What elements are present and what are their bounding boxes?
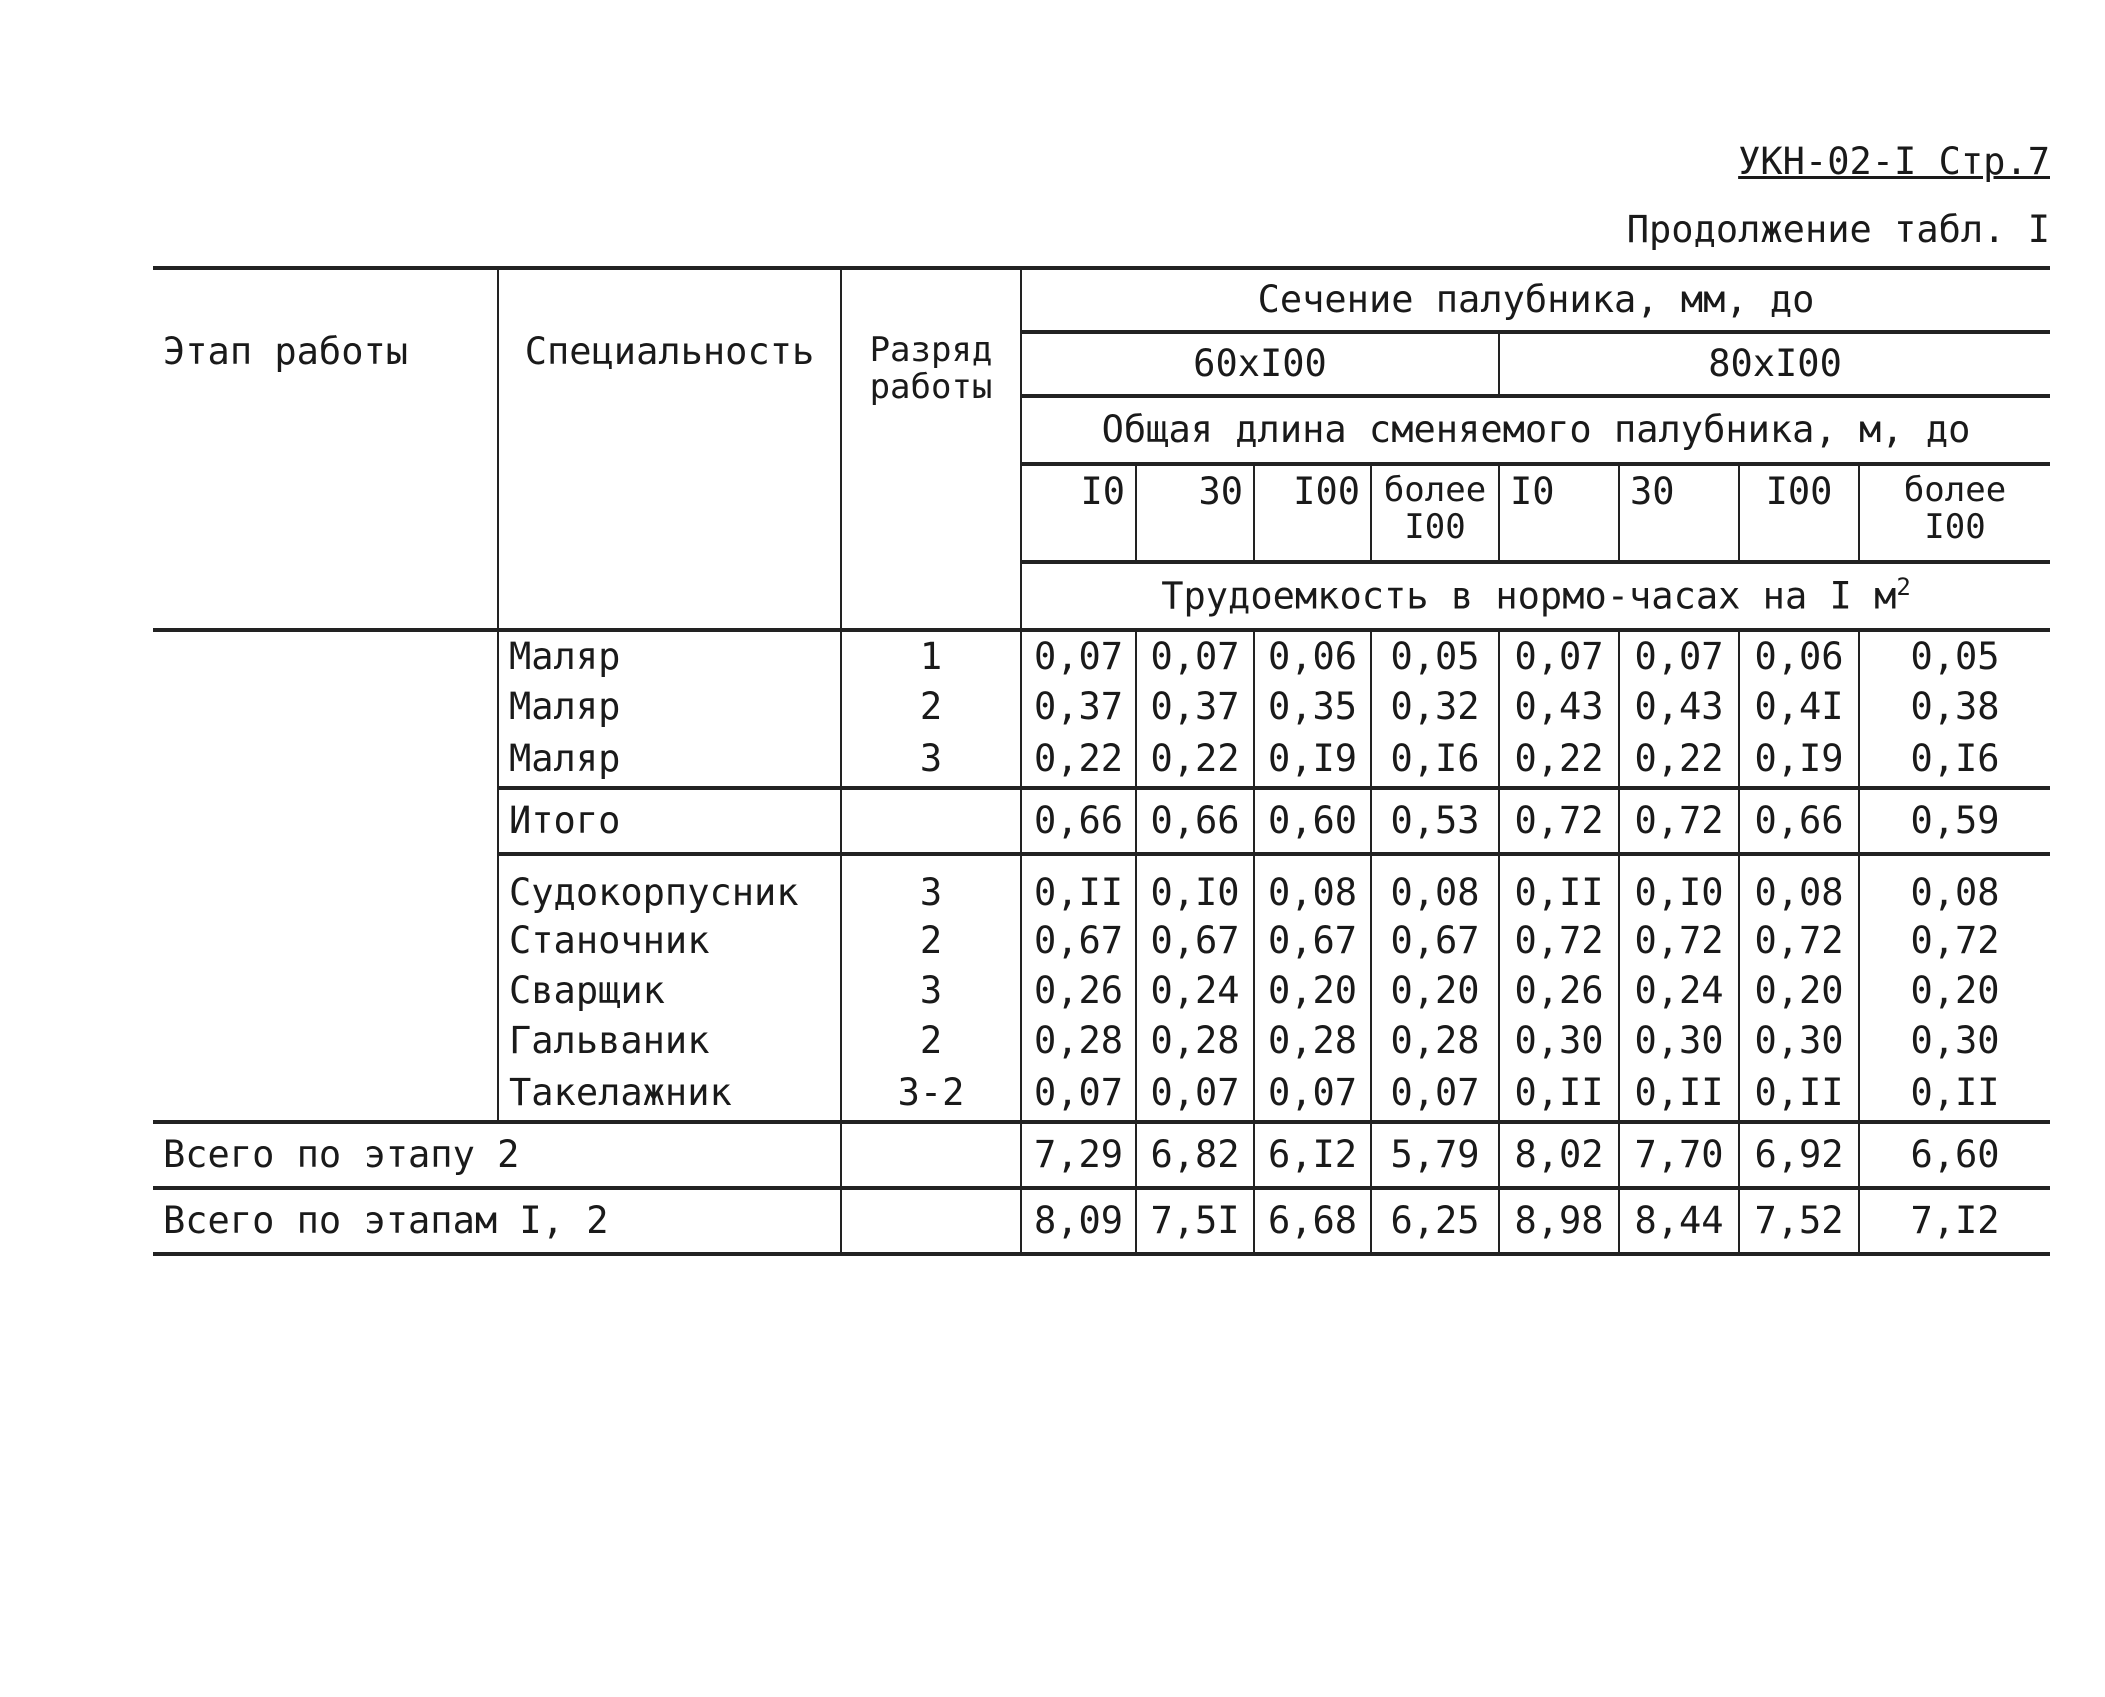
value-cell: 0,08	[1254, 854, 1371, 916]
grade-cell: 3	[841, 732, 1021, 788]
grade-cell: 2	[841, 916, 1021, 966]
value-cell: 0,07	[1371, 1066, 1499, 1122]
value-cell: 0,07	[1499, 630, 1619, 682]
value-cell: 0,II	[1021, 854, 1136, 916]
grade-cell: 2	[841, 1016, 1021, 1066]
specialty-cell: Сварщик	[498, 966, 841, 1016]
table-caption: Продолжение табл. I	[1626, 208, 2050, 251]
length-col-3: I00	[1254, 464, 1371, 562]
value-cell: 8,02	[1499, 1122, 1619, 1188]
grade-cell: 3	[841, 854, 1021, 916]
value-cell: 0,37	[1021, 682, 1136, 732]
header-specialty: Специальность	[498, 268, 841, 630]
value-cell: 0,28	[1021, 1016, 1136, 1066]
value-cell: 0,22	[1499, 732, 1619, 788]
total-label: Всего по этапу 2	[153, 1122, 841, 1188]
value-cell: 0,30	[1619, 1016, 1739, 1066]
value-cell: 6,25	[1371, 1188, 1499, 1254]
stage-cell-empty	[153, 630, 498, 854]
value-cell: 0,08	[1859, 854, 2050, 916]
value-cell: 0,II	[1619, 1066, 1739, 1122]
value-cell: 7,52	[1739, 1188, 1859, 1254]
header-size-80x100: 80xI00	[1499, 332, 2050, 396]
grade-cell: 1	[841, 630, 1021, 682]
specialty-cell: Гальваник	[498, 1016, 841, 1066]
value-cell: 0,72	[1739, 916, 1859, 966]
value-cell: 0,72	[1619, 916, 1739, 966]
value-cell: 0,37	[1136, 682, 1254, 732]
value-cell: 0,35	[1254, 682, 1371, 732]
length-col-6: 30	[1619, 464, 1739, 562]
value-cell: 0,07	[1021, 630, 1136, 682]
value-cell: 5,79	[1371, 1122, 1499, 1188]
length-col-4: более I00	[1371, 464, 1499, 562]
length-col-2: 30	[1136, 464, 1254, 562]
specialty-cell: Маляр	[498, 682, 841, 732]
header-section: Сечение палубника, мм, до	[1021, 268, 2050, 332]
value-cell: 0,53	[1371, 788, 1499, 854]
grade-cell: 3-2	[841, 1066, 1021, 1122]
value-cell: 0,28	[1136, 1016, 1254, 1066]
header-stage: Этап работы	[153, 268, 498, 630]
grade-cell: 2	[841, 682, 1021, 732]
value-cell: 6,60	[1859, 1122, 2050, 1188]
grade-cell-empty	[841, 1122, 1021, 1188]
specialty-cell: Станочник	[498, 916, 841, 966]
header-grade: Разряд работы	[841, 268, 1021, 630]
value-cell: 6,68	[1254, 1188, 1371, 1254]
value-cell: 6,82	[1136, 1122, 1254, 1188]
grade-cell-empty	[841, 788, 1021, 854]
value-cell: 0,05	[1371, 630, 1499, 682]
length-col-1: I0	[1021, 464, 1136, 562]
value-cell: 7,29	[1021, 1122, 1136, 1188]
value-cell: 0,43	[1499, 682, 1619, 732]
value-cell: 0,59	[1859, 788, 2050, 854]
value-cell: 0,67	[1254, 916, 1371, 966]
value-cell: 0,08	[1739, 854, 1859, 916]
value-cell: 0,20	[1739, 966, 1859, 1016]
specialty-cell: Маляр	[498, 630, 841, 682]
total-row-stages12	[153, 1188, 2050, 1254]
total-label: Всего по этапам I, 2	[153, 1188, 841, 1254]
header-row-section	[153, 268, 2050, 332]
value-cell: 0,43	[1619, 682, 1739, 732]
length-col-7: I00	[1739, 464, 1859, 562]
value-cell: 7,I2	[1859, 1188, 2050, 1254]
subtotal-label: Итого	[498, 788, 841, 854]
value-cell: 0,72	[1859, 916, 2050, 966]
specialty-cell: Маляр	[498, 732, 841, 788]
value-cell: 0,22	[1619, 732, 1739, 788]
value-cell: 6,I2	[1254, 1122, 1371, 1188]
value-cell: 0,4I	[1739, 682, 1859, 732]
table-row	[153, 854, 2050, 916]
labor-intensity-table	[153, 266, 2050, 1256]
value-cell: 0,06	[1739, 630, 1859, 682]
value-cell: 0,26	[1499, 966, 1619, 1016]
value-cell: 0,06	[1254, 630, 1371, 682]
value-cell: 0,30	[1859, 1016, 2050, 1066]
value-cell: 0,07	[1136, 1066, 1254, 1122]
value-cell: 0,I0	[1619, 854, 1739, 916]
length-col-8: более I00	[1859, 464, 2050, 562]
value-cell: 0,22	[1021, 732, 1136, 788]
value-cell: 0,28	[1254, 1016, 1371, 1066]
units-text: Трудоемкость в нормо-часах на I м	[1161, 574, 1897, 618]
value-cell: 0,72	[1499, 788, 1619, 854]
grade-cell-empty	[841, 1188, 1021, 1254]
value-cell: 0,I0	[1136, 854, 1254, 916]
value-cell: 0,30	[1499, 1016, 1619, 1066]
units-superscript: 2	[1896, 573, 1911, 602]
table-row	[153, 630, 2050, 682]
value-cell: 0,22	[1136, 732, 1254, 788]
value-cell: 0,05	[1859, 630, 2050, 682]
value-cell: 0,72	[1619, 788, 1739, 854]
value-cell: 0,72	[1499, 916, 1619, 966]
value-cell: 0,67	[1136, 916, 1254, 966]
value-cell: 6,92	[1739, 1122, 1859, 1188]
header-size-60x100: 60xI00	[1021, 332, 1499, 396]
document-reference: УКН-02-I Стр.7	[1738, 140, 2050, 183]
value-cell: 0,07	[1136, 630, 1254, 682]
value-cell: 0,I9	[1254, 732, 1371, 788]
value-cell: 0,24	[1619, 966, 1739, 1016]
value-cell: 0,II	[1499, 1066, 1619, 1122]
value-cell: 0,66	[1739, 788, 1859, 854]
value-cell: 0,I6	[1371, 732, 1499, 788]
value-cell: 0,20	[1254, 966, 1371, 1016]
value-cell: 0,II	[1859, 1066, 2050, 1122]
header-length: Общая длина сменяемого палубника, м, до	[1021, 396, 2050, 464]
value-cell: 0,66	[1136, 788, 1254, 854]
value-cell: 0,60	[1254, 788, 1371, 854]
value-cell: 0,66	[1021, 788, 1136, 854]
value-cell: 0,07	[1254, 1066, 1371, 1122]
specialty-cell: Судокорпусник	[498, 854, 841, 916]
value-cell: 8,44	[1619, 1188, 1739, 1254]
value-cell: 0,32	[1371, 682, 1499, 732]
value-cell: 0,67	[1371, 916, 1499, 966]
grade-cell: 3	[841, 966, 1021, 1016]
value-cell: 8,98	[1499, 1188, 1619, 1254]
value-cell: 0,24	[1136, 966, 1254, 1016]
value-cell: 0,20	[1859, 966, 2050, 1016]
value-cell: 0,38	[1859, 682, 2050, 732]
value-cell: 0,30	[1739, 1016, 1859, 1066]
value-cell: 0,II	[1739, 1066, 1859, 1122]
value-cell: 0,67	[1021, 916, 1136, 966]
value-cell: 0,20	[1371, 966, 1499, 1016]
value-cell: 0,II	[1499, 854, 1619, 916]
value-cell: 8,09	[1021, 1188, 1136, 1254]
value-cell: 0,08	[1371, 854, 1499, 916]
stage-cell-empty	[153, 854, 498, 1122]
header-units	[1021, 562, 2050, 630]
value-cell: 0,07	[1021, 1066, 1136, 1122]
value-cell: 0,28	[1371, 1016, 1499, 1066]
value-cell: 7,5I	[1136, 1188, 1254, 1254]
value-cell: 0,I6	[1859, 732, 2050, 788]
value-cell: 0,I9	[1739, 732, 1859, 788]
length-col-5: I0	[1499, 464, 1619, 562]
value-cell: 0,07	[1619, 630, 1739, 682]
value-cell: 7,70	[1619, 1122, 1739, 1188]
specialty-cell: Такелажник	[498, 1066, 841, 1122]
value-cell: 0,26	[1021, 966, 1136, 1016]
total-row-stage2	[153, 1122, 2050, 1188]
